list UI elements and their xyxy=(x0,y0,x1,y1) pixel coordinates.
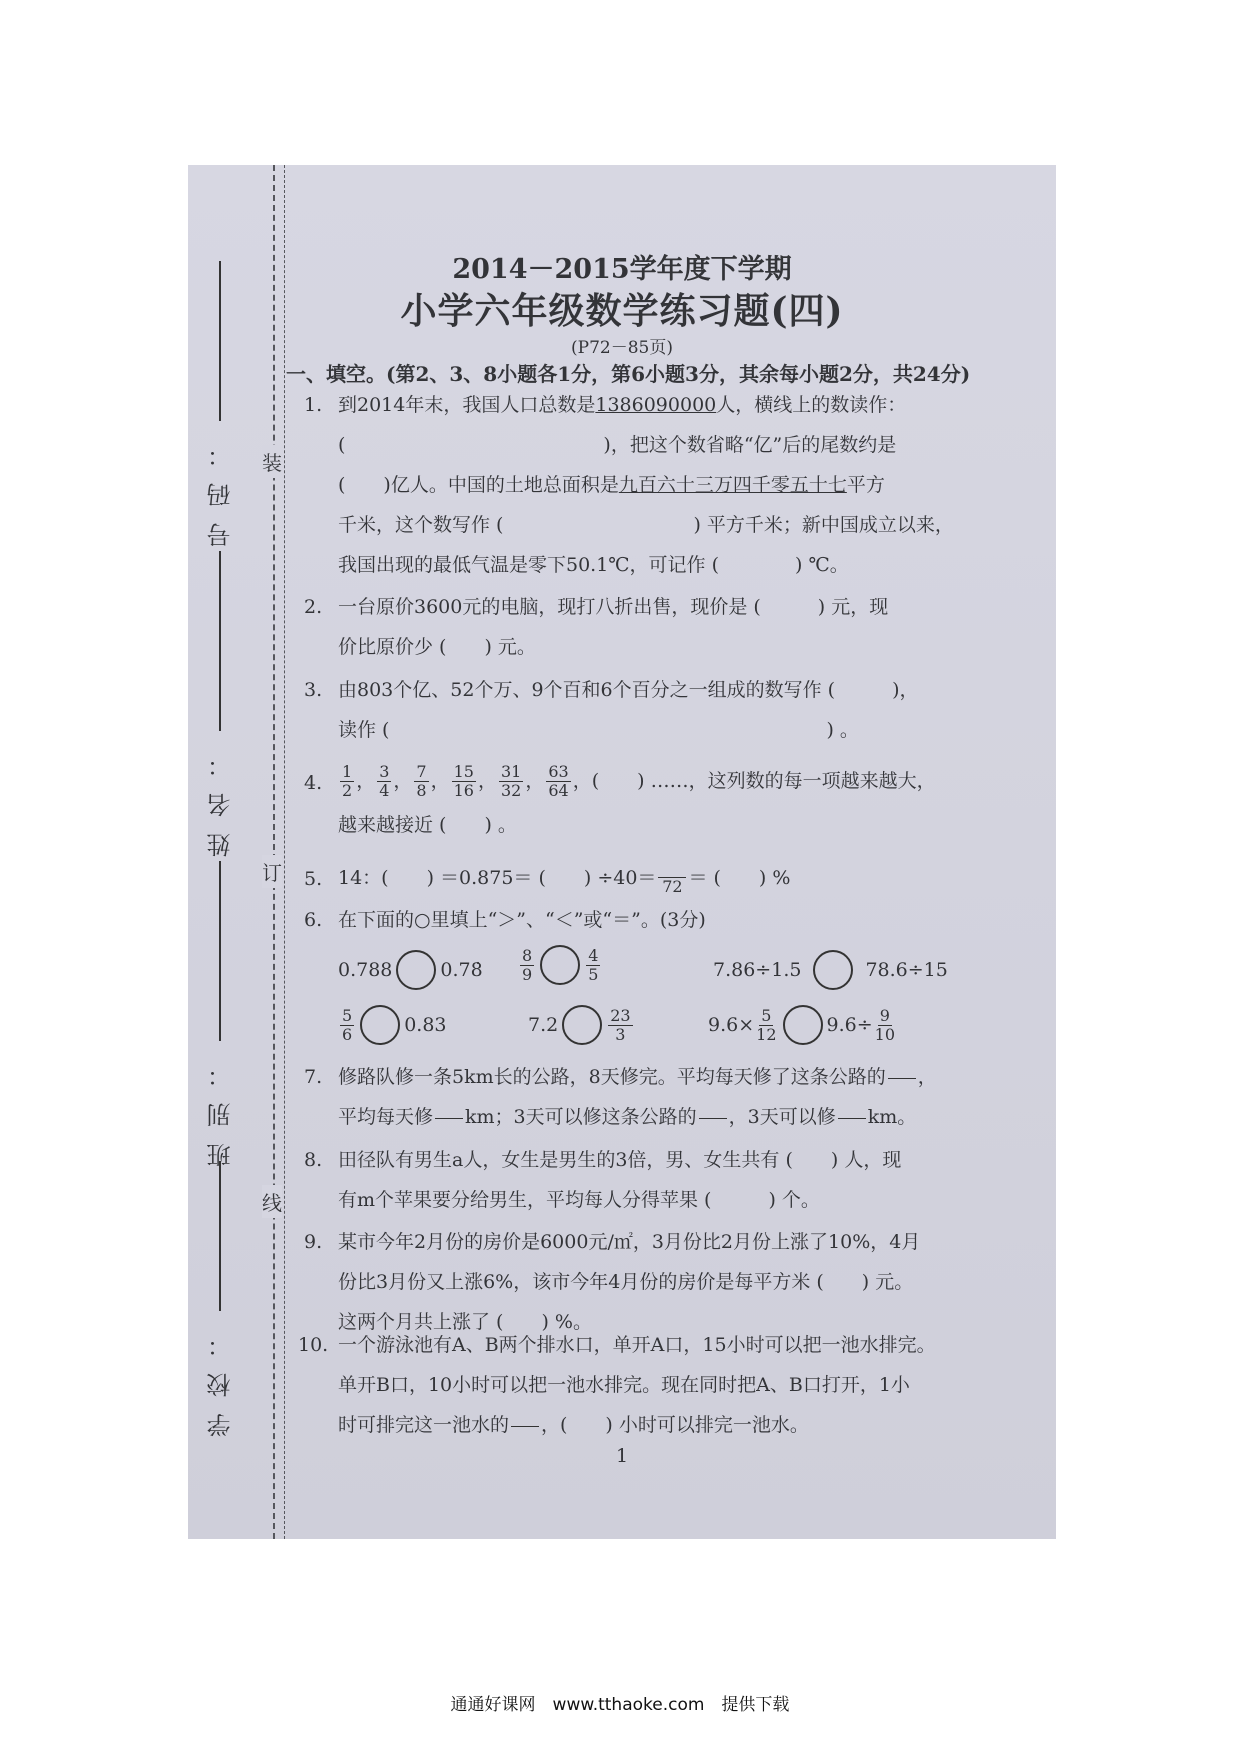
compare-1 xyxy=(338,950,483,990)
binding-dashed-line-inner xyxy=(284,165,285,1539)
q3-line-2[interactable]: 读作 ( ) 。 xyxy=(338,719,859,741)
question-number: 7. xyxy=(304,1066,323,1088)
exam-photo xyxy=(188,165,1056,1539)
fraction: $\frac{4}{5}$ xyxy=(588,945,599,984)
compare-4 xyxy=(338,1005,447,1045)
q1-line-4[interactable]: 千米，这个数写作 ( ) 平方千米；新中国成立以来， xyxy=(338,514,954,536)
q7-text: km。 xyxy=(867,1106,917,1128)
compare-circle[interactable] xyxy=(813,950,853,990)
compare-6 xyxy=(708,1005,897,1045)
binding-word-ding: 订 xyxy=(262,855,282,888)
question-number: 2. xyxy=(304,596,323,618)
page-number: 1 xyxy=(615,1445,629,1467)
compare-circle[interactable] xyxy=(540,945,580,985)
compare-2 xyxy=(518,945,602,985)
q9-line-3[interactable]: 这两个月共上涨了 ( ) %。 xyxy=(338,1311,592,1333)
compare-circle[interactable] xyxy=(360,1005,400,1045)
blank-fraction[interactable] xyxy=(511,1410,539,1441)
compare-circle[interactable] xyxy=(562,1005,602,1045)
q5-text: 14：( ) ＝0.875＝ ( ) ÷40＝ xyxy=(338,867,657,889)
q10-line-2: 单开B口，10小时可以把一池水排完。现在同时把A、B口打开，1小 xyxy=(338,1374,910,1396)
q1-text: )，把这个数省略“亿”后的尾数约是 xyxy=(603,434,897,456)
q4-line-2[interactable]: 越来越接近 ( ) 。 xyxy=(338,814,517,836)
name-line[interactable] xyxy=(219,551,221,731)
q7-text: 修路队修一条5km长的公路，8天修完。平均每天修了这条公路的 xyxy=(338,1066,886,1088)
compare-circle[interactable] xyxy=(396,950,436,990)
compare-value: 9.6÷ xyxy=(826,1014,873,1036)
question-number: 5. xyxy=(304,868,323,890)
fraction: $\frac{9}{10}$ xyxy=(874,1005,895,1044)
q4-line-1[interactable]: $\frac{1}{2}$ ， $\frac{3}{4}$ ， $\frac{7}{8}$ ， $\frac{15}{16}$ ， $\frac{31}{32}$ ， $\frac{63}{64}$ ，( ) ……，这列数的每一项越来越大， xyxy=(342,761,936,800)
question-1 xyxy=(304,385,1008,585)
q1-text: 平方 xyxy=(846,474,885,496)
question-5 xyxy=(304,855,1008,901)
download-footer: 通通好课网 www.tthaoke.com 提供下载 xyxy=(450,1695,790,1715)
q1-line-1 xyxy=(338,385,1008,425)
q3-line-1[interactable]: 由803个亿、52个万、9个百和6个百分之一组成的数写作 ( )， xyxy=(338,679,919,701)
compare-5 xyxy=(528,1005,635,1045)
section-1-heading: 一、填空。(第2、3、8小题各1分，第6小题3分，其余每小题2分，共24分) xyxy=(286,362,971,386)
compare-3 xyxy=(713,950,948,990)
binding-word-xian: 线 xyxy=(262,1185,282,1218)
blank-fraction[interactable] xyxy=(435,1102,463,1133)
q10-text: ，( ) 小时可以排完一池水。 xyxy=(541,1414,809,1436)
q1-text: 到2014年末，我国人口总数是 xyxy=(338,394,596,416)
q1-line-5[interactable]: 我国出现的最低气温是零下50.1℃，可记作 ( ) ℃。 xyxy=(338,554,849,576)
q7-line-2[interactable] xyxy=(338,1097,1008,1137)
question-3 xyxy=(304,670,1008,750)
fraction: $\frac{8}{9}$ xyxy=(522,945,533,984)
fraction: $\frac{63}{64}$ xyxy=(548,761,569,800)
compare-value: 7.2 xyxy=(528,1014,559,1036)
blank-fraction[interactable]: 72 xyxy=(658,861,686,896)
question-number: 9. xyxy=(304,1231,323,1253)
question-10 xyxy=(298,1325,1008,1445)
binding-word-zhuang: 装 xyxy=(262,445,282,478)
question-number: 6. xyxy=(304,909,323,931)
class-field xyxy=(202,855,238,1167)
student-number-label: 号码： xyxy=(206,427,235,547)
q1-line-2[interactable] xyxy=(338,425,1008,465)
question-7 xyxy=(304,1057,1008,1137)
compare-circle[interactable] xyxy=(783,1005,823,1045)
name-field xyxy=(202,545,238,857)
question-number: 10. xyxy=(298,1334,329,1356)
blank-fraction[interactable] xyxy=(888,1062,916,1093)
class-line[interactable] xyxy=(219,861,221,1041)
name-label: 姓名： xyxy=(206,737,235,857)
compare-value: 0.83 xyxy=(404,1014,447,1036)
compare-value: 0.788 xyxy=(338,959,393,981)
q9-line-1: 某市今年2月份的房价是6000元/㎡，3月份比2月份上涨了10%，4月 xyxy=(338,1231,921,1253)
q7-text: 平均每天修 xyxy=(338,1106,434,1128)
compare-value: 0.78̇ xyxy=(440,959,483,981)
q10-text: 时可排完这一池水的 xyxy=(338,1414,510,1436)
question-number: 4. xyxy=(304,772,323,794)
q1-text: ( xyxy=(338,434,346,456)
question-number: 3. xyxy=(304,679,323,701)
binding-dashed-line xyxy=(273,165,275,1539)
q10-line-1: 一个游泳池有A、B两个排水口，单开A口，15小时可以把一池水排完。 xyxy=(338,1334,936,1356)
exam-title-pages: (P72－85页) xyxy=(571,338,673,358)
compare-value: 7.86÷1.5 xyxy=(713,959,802,981)
q4-text: ，( ) ……，这列数的每一项越来越大， xyxy=(572,770,936,792)
fraction: $\frac{7}{8}$ xyxy=(416,761,427,800)
q1-text: ( )亿人。中国的土地总面积是 xyxy=(338,474,619,496)
compare-value: 9.6× xyxy=(708,1014,755,1036)
blank-fraction[interactable] xyxy=(838,1102,866,1133)
school-field xyxy=(202,1155,238,1437)
fraction: $\frac{5}{12}$ xyxy=(756,1005,777,1044)
question-6 xyxy=(304,900,1008,940)
school-line[interactable] xyxy=(219,1161,221,1311)
q1-text: 人，横线上的数读作： xyxy=(716,394,907,416)
q2-line-2[interactable]: 价比原价少 ( ) 元。 xyxy=(338,636,536,658)
fraction: $\frac{3}{4}$ xyxy=(379,761,390,800)
question-8 xyxy=(304,1140,1008,1220)
q8-line-1[interactable]: 田径队有男生a人，女生是男生的3倍，男、女生共有 ( ) 人，现 xyxy=(338,1149,902,1171)
question-number: 8. xyxy=(304,1149,323,1171)
fraction: $\frac{5}{6}$ xyxy=(342,1005,353,1044)
blank-fraction[interactable] xyxy=(699,1102,727,1133)
fraction: $\frac{23}{3}$ xyxy=(610,1005,631,1044)
compare-value: 78.6÷15 xyxy=(865,959,948,981)
q10-line-3[interactable] xyxy=(338,1405,1008,1445)
school-label: 学校： xyxy=(206,1317,235,1437)
exam-title-main: 小学六年级数学练习题(四) xyxy=(400,290,844,332)
q6-line-1: 在下面的○里填上“＞”、“＜”或“＝”。(3分) xyxy=(338,909,706,931)
class-label: 班别： xyxy=(206,1047,235,1167)
q8-line-2[interactable]: 有m个苹果要分给男生，平均每人分得苹果 ( ) 个。 xyxy=(338,1189,820,1211)
q7-text: km；3天可以修这条公路的 xyxy=(465,1106,697,1128)
q2-line-1[interactable]: 一台原价3600元的电脑，现打八折出售，现价是 ( ) 元，现 xyxy=(338,596,889,618)
q7-line-1[interactable]: 修路队修一条5km长的公路，8天修完。平均每天修了这条公路的 ， xyxy=(338,1057,1008,1097)
q1-underlined-number: 1386090000 xyxy=(595,394,717,416)
q9-line-2[interactable]: 份比3月份又上涨6%，该市今年4月份的房价是每平方米 ( ) 元。 xyxy=(338,1271,914,1293)
fraction: $\frac{15}{16}$ xyxy=(453,761,474,800)
exam-title-year: 2014－2015学年度下学期 xyxy=(452,254,792,285)
q7-text: ，3天可以修 xyxy=(728,1106,836,1128)
fraction: $\frac{1}{2}$ xyxy=(342,761,353,800)
question-9 xyxy=(304,1222,1008,1342)
q5-line-1[interactable] xyxy=(338,855,1008,901)
fraction: $\frac{31}{32}$ xyxy=(500,761,522,800)
question-4 xyxy=(304,757,1008,845)
q1-line-3[interactable] xyxy=(338,465,1008,505)
question-2 xyxy=(304,587,1008,667)
question-number: 1. xyxy=(304,394,323,416)
q5-text: ＝ ( ) % xyxy=(688,867,791,889)
q1-underlined-words: 九百六十三万四千零五十七 xyxy=(618,474,847,496)
